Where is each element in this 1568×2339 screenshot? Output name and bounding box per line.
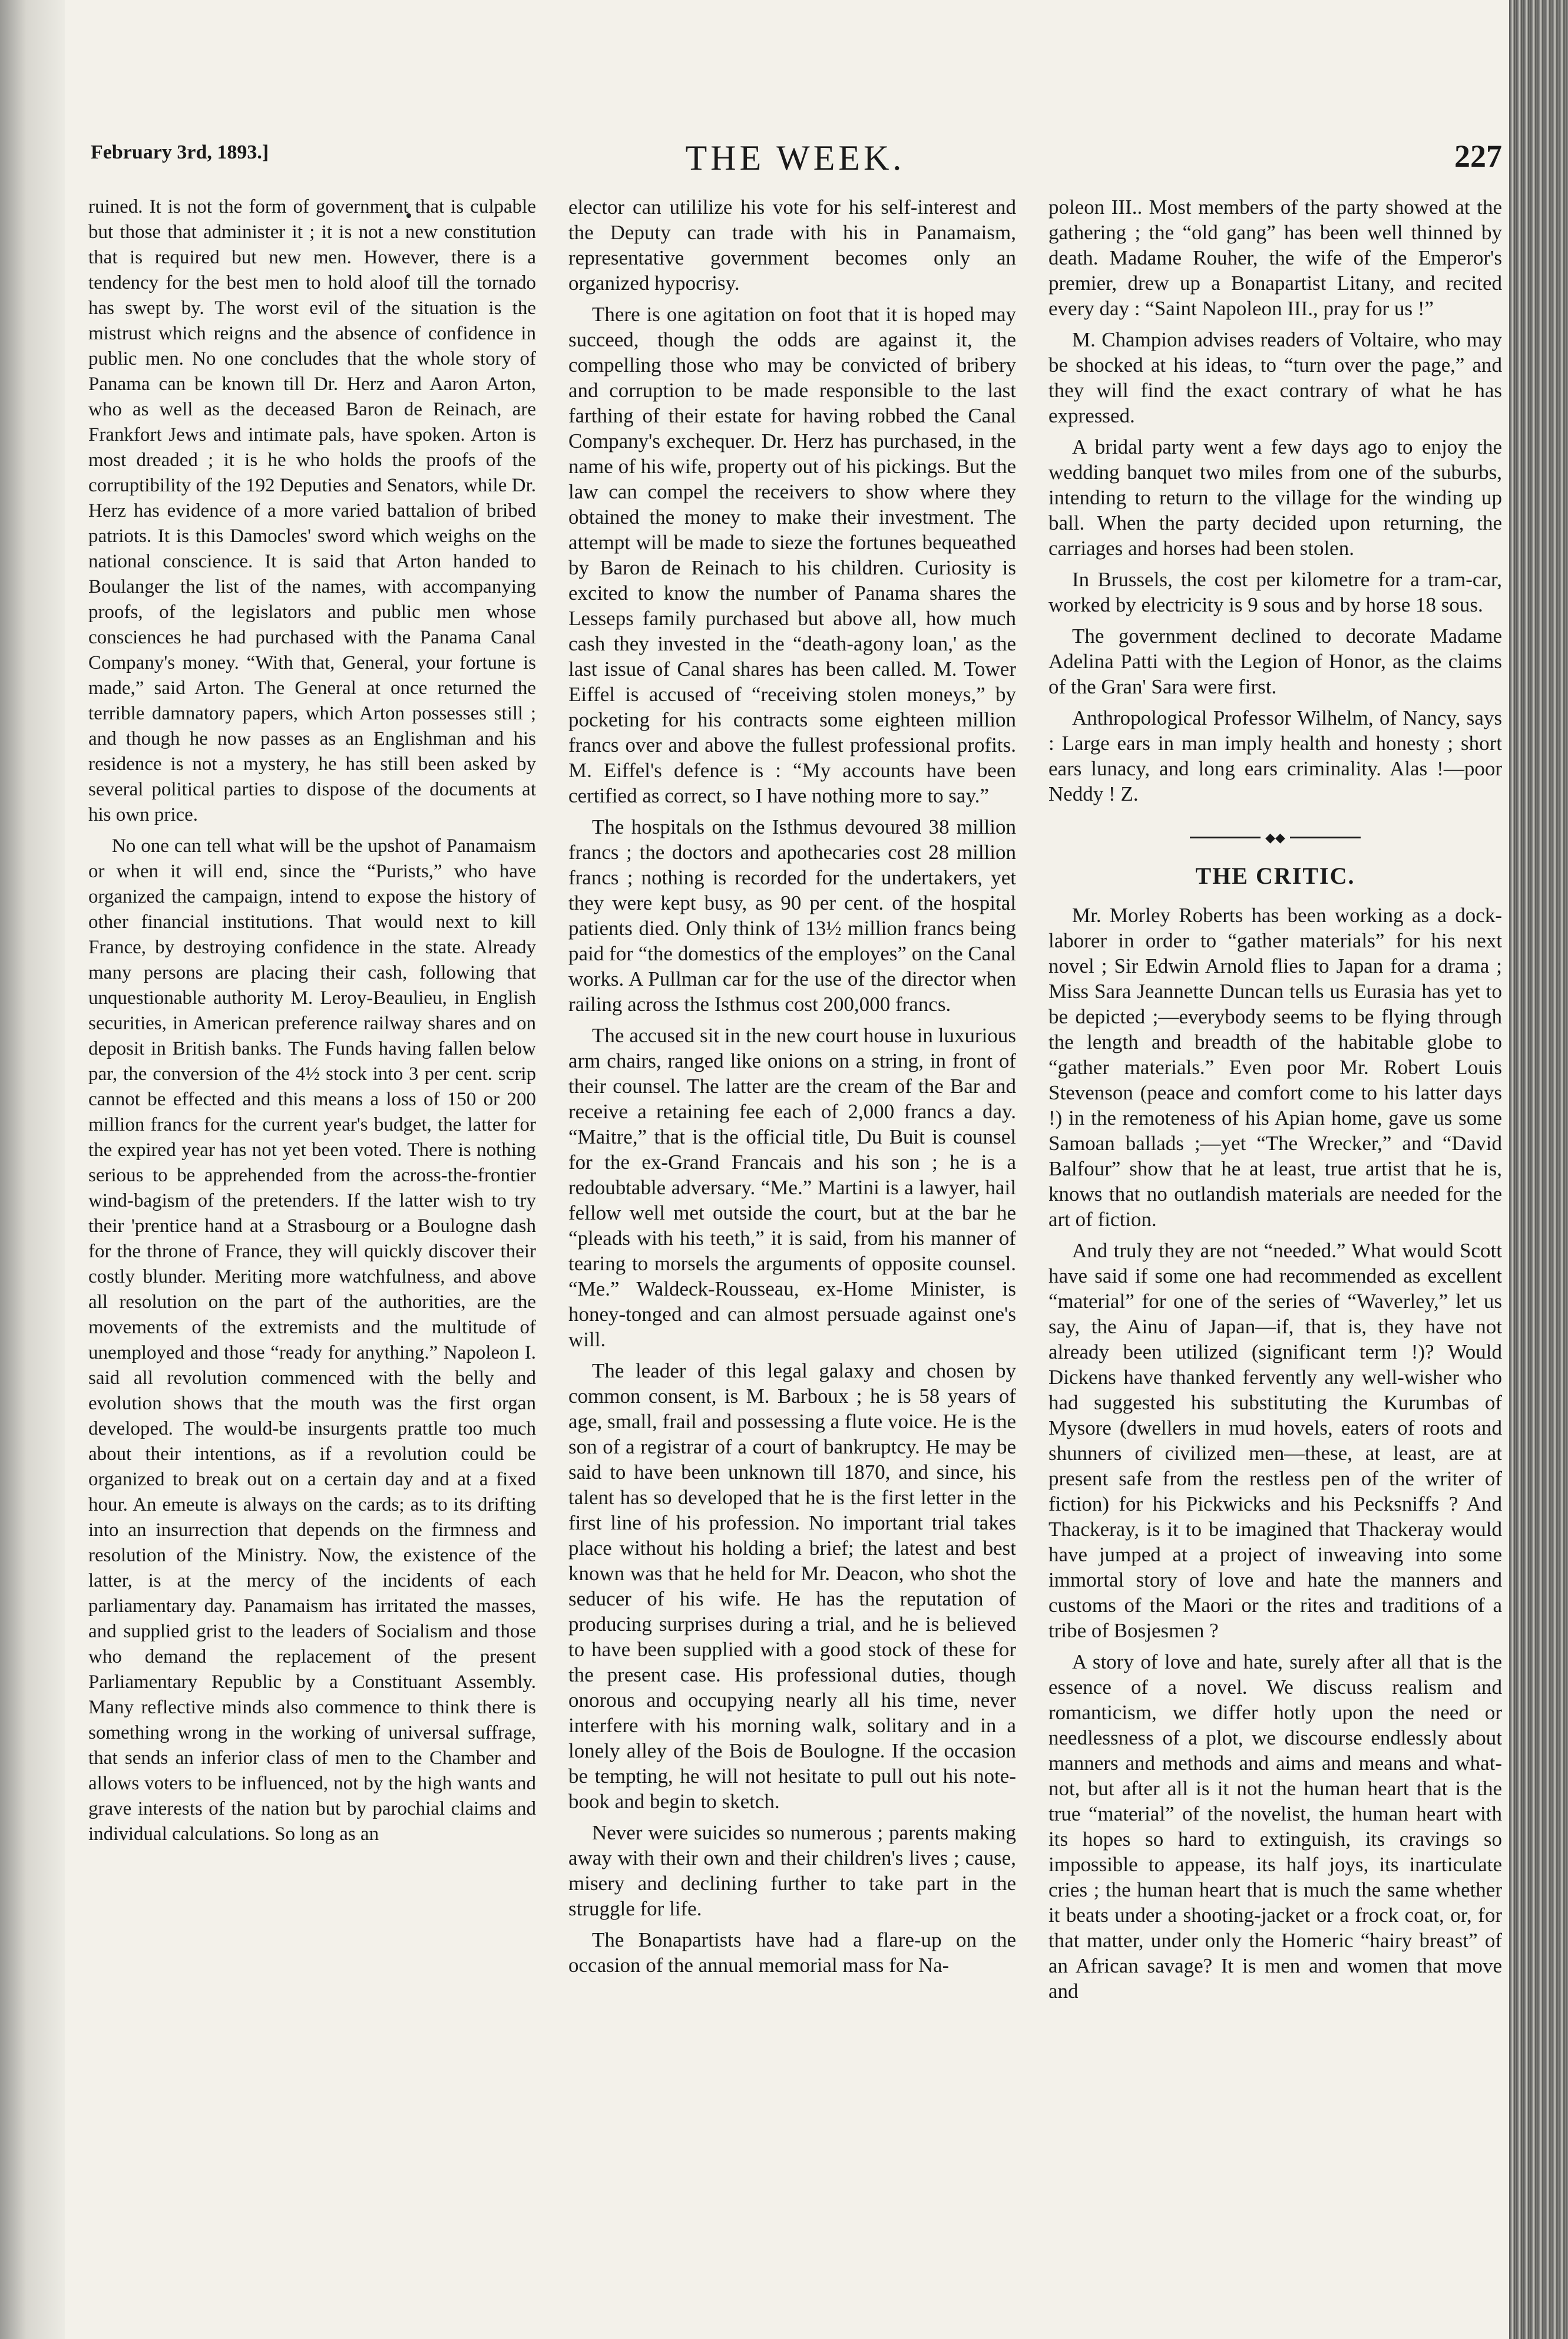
- column-3: [1048, 194, 1502, 2010]
- divider-rule: [1190, 837, 1261, 838]
- column-2: [568, 194, 1016, 1984]
- paragraph: And truly they are not “needed.” What would Scott have said if some one had recommended as excellent “material” for one of the series of “Waverley,” let us say, the Ainu of Japan—if, that is, they have not already been utilized (significant term !)? Would Dickens have thanked fervently any well-wisher who had suggested his substituting the Kurumbas of Mysore (dwellers in mud hovels, eaters of roots and shunners of civilized men—these, at least, are at present safe from the restless pen of the writer of fiction) for his Pickwicks and his Pecksniffs ? And Thackeray, is it to be imagined that Thackeray would have jumped at a project of inweaving into some immortal story of love and hate the manners and customs of the Maori or the rites and traditions of a tribe of Bosjesmen ?: [1048, 1239, 1502, 1643]
- paragraph: A bridal party went a few days ago to enjoy the wedding banquet two miles from one of the suburbs, intending to return to the village for the winding up ball. When the party decided upon returning, the carriages and horses had been stolen.: [1048, 435, 1502, 560]
- page-number: 227: [1454, 138, 1502, 174]
- paragraph: Never were suicides so numerous ; parents making away with their own and their children's lives ; cause, misery and declining further to take part in the struggle for life.: [568, 1821, 1016, 1920]
- paragraph: The government declined to decorate Madame Adelina Patti with the Legion of Honor, as the claims of the Gran' Sara were first.: [1048, 625, 1502, 698]
- paragraph: In Brussels, the cost per kilometre for a tram-car, worked by electricity is 9 sous and by horse 18 sous.: [1048, 568, 1502, 616]
- paragraph: A story of love and hate, surely after all that is the essence of a novel. We discuss realism and romanticism, we differ hotly upon the need or needlessness of a plot, we discourse endlessly about manners and methods and aims and means and what-not, but after all is it not the human heart that is the true “material” of the novelist, the human heart with its hopes so hard to extinguish, its cravings so impossible to appease, its half joys, its inarticulate cries ; the human heart that is much the same whether it beats under a shooting-jacket or a frock coat, or, for that matter, under only the Homeric “hairy breast” of an African savage? It is men and women that move and: [1048, 1650, 1502, 2003]
- page-edge-stack: [1509, 0, 1568, 2339]
- paragraph: ruined. It is not the form of government that is culpable but those that administer it ; it is not a new constitution that is required but new men. However, there is a tendency for the best men to hold aloof till the tornado has swept by. The worst evil of the situation is the mistrust which reigns and the absence of confidence in public men. No one concludes that the whole story of Panama can be known till Dr. Herz and Aaron Arton, who as well as the deceased Baron de Reinach, are Frankfort Jews and intimate pals, have spoken. Arton is most dreaded ; it is he who holds the proofs of the corruptibility of the 192 Deputies and Senators, while Dr. Herz has evidence of a more varied battalion of bribed patriots. It is this Damocles' sword which weighs on the national conscience. It is said that Arton handed to Boulanger the list of the names, with accompanying proofs, of the legislators and public men whose consciences he had purchased with the Panama Canal Company's money. “With that, General, your fortune is made,” said Arton. The General at once returned the terrible damnatory papers, which Arton possesses still ; and though he now passes as an Englishman and his residence is not a mystery, he has still been asked by several political parties to dispose of the documents at his own price.: [88, 196, 536, 825]
- paragraph: Mr. Morley Roberts has been working as a dock-laborer in order to “gather materials” for his next novel ; Sir Edwin Arnold flies to Japan for a drama ; Miss Sara Jeannette Duncan tells us Eurasia has yet to be depicted ;—everybody seems to be flying through the length and breadth of the habitable globe to “gather materials.” Even poor Mr. Robert Louis Stevenson (peace and comfort come to his latter days !) in the remoteness of his Apian home, gave us some Samoan ballads ;—yet “The Wrecker,” and “David Balfour” show that he at least, true artist that he is, knows that no outlandish materials are needed for the art of fiction.: [1048, 904, 1502, 1231]
- paragraph: The leader of this legal galaxy and chosen by common consent, is M. Barboux ; he is 58 years of age, small, frail and possessing a flute voice. He is the son of a registrar of a court of bankruptcy. He may be said to have been unknown till 1870, and since, his talent has so developed that he is the first letter in the first line of his profession. No important trial takes place without his holding a brief; the latest and best known was that he held for Mr. Deacon, who shot the seducer of his wife. He has the reputation of producing surprises during a trial, and he is believed to have been supplied with a good stock of these for the present case. His professional duties, though onorous and occupying nearly all his time, never interfere with his morning walk, solitary and in a lonely alley of the Bois de Boulogne. If the occasion be tempting, he will not hesitate to pull out his note-book and begin to sketch.: [568, 1359, 1016, 1813]
- publication-title: THE WEEK.: [685, 138, 905, 177]
- paragraph: The accused sit in the new court house in luxurious arm chairs, ranged like onions on a string, in front of their counsel. The latter are the cream of the Bar and receive a retaining fee each of 2,000 francs a day. “Maitre,” that is the official title, Du Buit is counsel for the ex-Grand Francais and his son ; he is a redoubtable adversary. “Me.” Martini is a lawyer, hail fellow well met outside the court, but at the bar he “pleads with his teeth,” it is said, from his manner of tearing to morsels the arguments of opposite counsel. “Me.” Waldeck-Rousseau, ex-Home Minister, is honey-tonged and can almost persuade against one's will.: [568, 1024, 1016, 1351]
- issue-date: February 3rd, 1893.]: [91, 141, 269, 163]
- paragraph: poleon III.. Most members of the party showed at the gathering ; the “old gang” has been well thinned by death. Madame Rouher, the wife of the Emperor's premier, drew up a Bonapartist Litany, and recited every day : “Saint Napoleon III., pray for us !”: [1048, 196, 1502, 320]
- paragraph: elector can utililize his vote for his self-interest and the Deputy can trade with his in Panamaism, representative government becomes only an organized hypocrisy.: [568, 196, 1016, 295]
- section-heading: THE CRITIC.: [1195, 863, 1355, 890]
- paragraph: The hospitals on the Isthmus devoured 38 million francs ; the doctors and apothecaries cost 28 million francs ; nothing is recorded for the undertakers, yet they were kept busy, as 90 per cent. of the hospital patients died. Only think of 13½ million francs being paid for “the domestics of the employes” on the Canal works. A Pullman car for the use of the director when railing across the Isthmus cost 200,000 francs.: [568, 815, 1016, 1016]
- newspaper-page: [88, 124, 1514, 2315]
- column-1: [88, 194, 536, 1853]
- paragraph: No one can tell what will be the upshot of Panamaism or when it will end, since the “Purists,” who have organized the campaign, intend to expose the history of other financial institutions. That would next to kill France, by destroying confidence in the state. Already many persons are placing their cash, following that unquestionable authority M. Leroy-Beaulieu, in English securities, in American preference railway shares and on deposit in British banks. The Funds having fallen below par, the conversion of the 4½ stock into 3 per cent. scrip cannot be effected and this means a loss of 150 or 200 million francs for the current year's budget, the latter for the expired year has not yet been voted. There is nothing serious to be apprehended from the across-the-frontier wind-bagism of the pretenders. If the latter wish to try their 'prentice hand at a Strasbourg or a Boulogne dash for the throne of France, they will quickly discover their costly blunder. Meriting more watchfulness, and above all resolution on the part of the authorities, are the movements of the extremists and the multitude of unemployed and those “ready for anything.” Napoleon I. said all revolution commenced with the belly and evolution shows that the mouth was the first organ developed. The would-be insurgents prattle too much about their intentions, as if a revolution could be organized to break out on a certain day and at a fixed hour. An emeute is always on the cards; as to its drifting into an insurrection that depends on the firmness and resolution of the Ministry. Now, the existence of the latter, is at the mercy of the incidents of each parliamentary day. Panamaism has irritated the masses, and supplied grist to the leaders of Socialism and those who demand the replacement of the present Parliamentary Republic by a Constituant Assembly. Many reflective minds also commence to think there is something wrong in the working of universal suffrage, that sends an inferior class of men to the Chamber and allows voters to be influenced, not by the high wants and grave interests of the nation but by parochial claims and individual calculations. So long as an: [88, 835, 536, 1845]
- divider-ornament-icon: ◆◆: [1265, 830, 1285, 845]
- paragraph: M. Champion advises readers of Voltaire, who may be shocked at his ideas, to “turn over the page,” and they will find the exact contrary of what he has expressed.: [1048, 328, 1502, 427]
- book-binding-shadow: [0, 0, 65, 2339]
- section-divider: [1048, 823, 1502, 850]
- paragraph: The Bonapartists have had a flare-up on the occasion of the annual memorial mass for Na-: [568, 1928, 1016, 1977]
- paragraph: There is one agitation on foot that it is hoped may succeed, though the odds are against it, the compelling those who may be convicted of bribery and corruption to be made responsible to the last farthing of their estate for having robbed the Canal Company's exchequer. Dr. Herz has purchased, in the name of his wife, property out of his pickings. But the law can compel the receivers to show where they obtained the money to make their investment. The attempt will be made to sieze the fortunes bequeathed by Baron de Reinach to his children. Curiosity is excited to know the number of Panama shares the Lesseps family purchased but above all, how much cash they invested in the “death-agony loan,' as the last issue of Canal shares has been called. M. Tower Eiffel is accused of “receiving stolen moneys,” by pocketing for his contracts some eighteen million francs over and above the fullest professional profits. M. Eiffel's defence is : “My accounts have been certified as correct, so I have nothing more to say.”: [568, 303, 1016, 807]
- divider-rule: [1290, 837, 1361, 838]
- page-header: [88, 124, 1502, 189]
- paragraph: Anthropological Professor Wilhelm, of Nancy, says : Large ears in man imply health and honesty ; short ears lunacy, and long ears criminality. Alas !—poor Neddy ! Z.: [1048, 706, 1502, 805]
